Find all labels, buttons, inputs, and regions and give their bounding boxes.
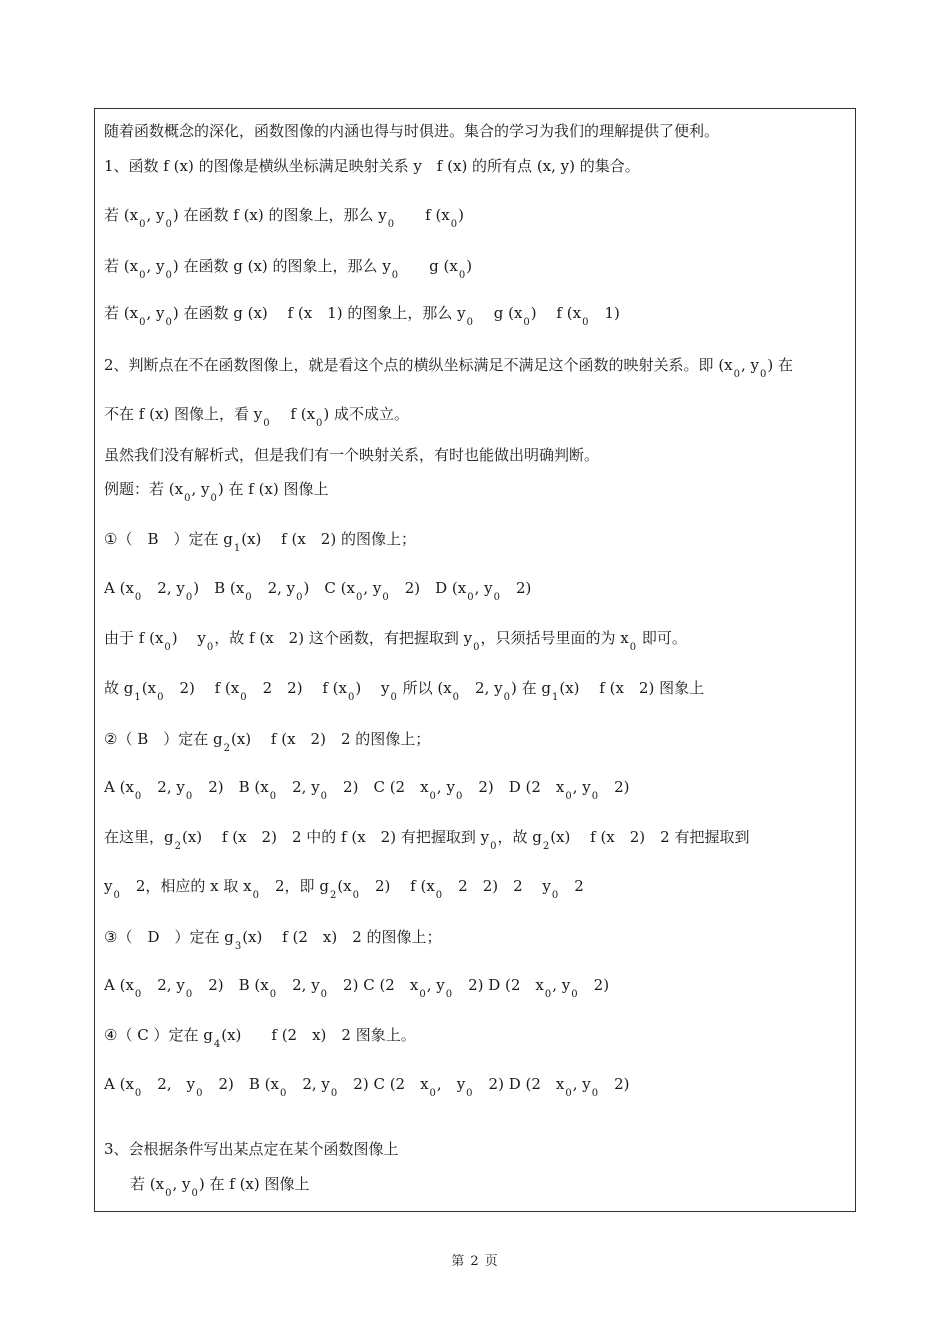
subscript: 0 (473, 642, 480, 653)
text-run: (x) f (x 2) 2 中的 f (x 2) 有把握取到 y (181, 828, 490, 846)
subscript: 0 (455, 791, 463, 802)
subscript: 2 (174, 841, 181, 852)
text-run: ) C (x (303, 579, 355, 597)
text-run: 若 (x (104, 206, 139, 224)
text-run: ③（ D ）定在 g (104, 928, 234, 946)
subscript: 0 (591, 791, 599, 802)
subscript: 0 (206, 642, 214, 653)
text-run: 2) (578, 976, 610, 994)
text-run: ) 在 f (x) 图像上 (198, 1175, 310, 1193)
text-line (104, 975, 609, 998)
text-run: 所以 (x (397, 679, 452, 697)
subscript: 0 (134, 791, 142, 802)
subscript: 0 (113, 890, 120, 901)
subscript: 0 (390, 692, 397, 703)
subscript: 0 (565, 791, 572, 802)
subscript: 0 (252, 890, 260, 901)
text-run: , y (436, 1075, 466, 1093)
text-run: (x) f (2 x) 2 的图像上； (242, 928, 442, 946)
text-line (104, 355, 793, 378)
text-run: 2 2) 2 y (443, 877, 551, 895)
subscript: 0 (320, 989, 328, 1000)
text-run: (x) f (2 x) 2 图象上。 (221, 1026, 416, 1044)
subscript: 0 (629, 642, 637, 653)
text-run: , y (436, 778, 455, 796)
subscript: 0 (467, 592, 474, 603)
subscript: 0 (523, 317, 530, 328)
subscript: 0 (330, 1088, 338, 1099)
text-run: 2) D (2 x (453, 976, 544, 994)
text-run: 2, y (142, 976, 185, 994)
subscript: 0 (355, 592, 363, 603)
text-run: , y (741, 356, 760, 374)
subscript: 0 (466, 317, 473, 328)
text-run: 2, y (142, 1075, 196, 1093)
subscript: 0 (352, 890, 359, 901)
subscript: 1 (134, 692, 141, 703)
subscript: 0 (419, 989, 426, 1000)
subscript: 0 (165, 1188, 172, 1199)
subscript: 0 (134, 989, 142, 1000)
text-run: , y (572, 1075, 591, 1093)
text-run: ) y (171, 629, 206, 647)
text-run: (x) f (x 2) 2 的图像上； (230, 730, 431, 748)
subscript: 0 (157, 692, 164, 703)
text-line (104, 529, 416, 552)
subscript: 0 (139, 270, 146, 281)
subscript: 0 (245, 592, 252, 603)
subscript: 0 (263, 418, 270, 429)
text-line (104, 1025, 416, 1048)
text-run: 2, y (277, 778, 320, 796)
text-run: 即可。 (637, 629, 687, 647)
text-run: (x) f (x 2) 的图像上； (241, 530, 416, 548)
text-run: ，故 g (497, 828, 542, 846)
subscript: 0 (760, 369, 767, 380)
text-run: 例题：若 (x (104, 480, 184, 498)
text-run: A (x (104, 778, 134, 796)
text-line (104, 628, 687, 651)
subscript: 2 (329, 890, 337, 901)
text-run: 2) D (2 x (473, 1075, 565, 1093)
subscript: 0 (435, 890, 443, 901)
subscript: 0 (210, 493, 217, 504)
text-run: g (x (399, 257, 458, 275)
text-run: , y (172, 1175, 191, 1193)
subscript: 0 (139, 219, 146, 230)
text-run: A (x (104, 579, 134, 597)
text-run: 由于 f (x (104, 629, 164, 647)
text-line (130, 1174, 310, 1197)
subscript: 0 (391, 270, 399, 281)
text-run: , y (146, 206, 165, 224)
text-run: ，故 f (x 2) 这个函数，有把握取到 y (214, 629, 473, 647)
text-run: y (104, 877, 113, 895)
text-run: 故 g (104, 679, 134, 697)
subscript: 0 (458, 270, 466, 281)
text-run: 1、函数 f (x) 的图像是横纵坐标满足映射关系 y f (x) 的所有点 (x, y) 的集合。 (104, 157, 640, 175)
text-run: 2) f (x (360, 877, 435, 895)
text-run: 2 (559, 877, 584, 895)
text-run: f (x (270, 405, 316, 423)
text-run: 2) B (x (203, 1075, 279, 1093)
subscript: 0 (591, 1088, 599, 1099)
subscript: 0 (139, 317, 146, 328)
text-run: ，只须括号里面的为 x (480, 629, 629, 647)
text-line (104, 729, 430, 752)
text-run: 不在 f (x) 图像上，看 y (104, 405, 263, 423)
text-run: 2, y (142, 778, 185, 796)
subscript: 0 (733, 369, 741, 380)
text-line (104, 256, 472, 279)
text-run: 随着函数概念的深化，函数图像的内涵也得与时俱进。集合的学习为我们的理解提供了便利。 (104, 122, 720, 140)
text-line (104, 479, 329, 502)
text-line (104, 1074, 630, 1097)
subscript: 1 (233, 543, 241, 554)
text-run: ) 在函数 g (x) 的图象上，那么 y (172, 257, 391, 275)
text-run: 1) (589, 304, 620, 322)
text-run: 2) C (2 x (328, 976, 419, 994)
text-run: , y (426, 976, 445, 994)
text-run: g (x (473, 304, 523, 322)
text-run: ) 在函数 g (x) f (x 1) 的图象上，那么 y (172, 304, 466, 322)
subscript: 0 (450, 219, 458, 230)
subscript: 0 (544, 989, 552, 1000)
text-run: 2, y (287, 1075, 330, 1093)
subscript: 0 (582, 317, 589, 328)
subscript: 0 (316, 418, 323, 429)
text-run: (x (141, 679, 157, 697)
text-run: f (x (395, 206, 450, 224)
text-run: ) y (355, 679, 390, 697)
text-line (104, 404, 409, 427)
page-number: 第 2 页 (451, 1254, 499, 1269)
text-run: ④（ C ）定在 g (104, 1026, 213, 1044)
subscript: 0 (320, 791, 328, 802)
text-run: ①（ B ）定在 g (104, 530, 233, 548)
subscript: 2 (542, 841, 550, 852)
subscript: 2 (223, 743, 230, 754)
text-run: ) 在 (767, 356, 794, 374)
text-run: 2, y (142, 579, 185, 597)
text-run: 2 2) f (x (247, 679, 347, 697)
subscript: 3 (234, 941, 242, 952)
text-run: , y (572, 778, 591, 796)
text-run: 2，即 g (260, 877, 329, 895)
text-run: ) B (x (193, 579, 245, 597)
subscript: 0 (490, 841, 497, 852)
subscript: 0 (165, 219, 172, 230)
text-line (104, 578, 531, 601)
text-line (104, 205, 464, 228)
subscript: 0 (551, 890, 559, 901)
text-run: 2) f (x (164, 679, 240, 697)
text-run: ) 在 f (x) 图像上 (217, 480, 329, 498)
text-run: (x) f (x 2) 图象上 (559, 679, 705, 697)
text-run: (x) f (x 2) 2 有把握取到 (550, 828, 750, 846)
subscript: 0 (429, 1088, 436, 1099)
text-line (104, 121, 719, 141)
subscript: 0 (269, 791, 277, 802)
text-run: A (x (104, 976, 134, 994)
subscript: 0 (503, 692, 510, 703)
text-run: 2, y (277, 976, 320, 994)
text-run: 2) (599, 778, 630, 796)
subscript: 0 (185, 592, 193, 603)
subscript: 1 (551, 692, 559, 703)
text-run: 2) D (x (389, 579, 467, 597)
text-run: 2) C (2 x (338, 1075, 429, 1093)
text-line (104, 827, 749, 850)
subscript: 0 (387, 219, 395, 230)
text-run: 2) (599, 1075, 630, 1093)
text-run: , y (474, 579, 493, 597)
text-run: ②（ B ）定在 g (104, 730, 223, 748)
subscript: 0 (196, 1088, 203, 1099)
text-line (104, 303, 620, 326)
text-run: , y (146, 304, 165, 322)
subscript: 0 (185, 791, 193, 802)
subscript: 0 (191, 1188, 198, 1199)
subscript: 0 (134, 1088, 142, 1099)
text-run: (x (337, 877, 352, 895)
subscript: 0 (466, 1088, 473, 1099)
subscript: 0 (269, 989, 277, 1000)
text-run: , y (191, 480, 210, 498)
subscript: 0 (296, 592, 303, 603)
subscript: 0 (452, 692, 460, 703)
text-run: 虽然我们没有解析式，但是我们有一个映射关系，有时也能做出明确判断。 (104, 446, 600, 464)
text-run: 2) C (2 x (328, 778, 429, 796)
subscript: 0 (493, 592, 500, 603)
text-run: 若 (x (104, 304, 139, 322)
subscript: 0 (565, 1088, 572, 1099)
text-line (104, 777, 630, 800)
text-run: 3、会根据条件写出某点定在某个函数图像上 (104, 1140, 399, 1158)
text-run: 若 (x (104, 257, 139, 275)
text-run: ) 在 g (510, 679, 551, 697)
text-run: ) (458, 206, 464, 224)
text-line (104, 678, 704, 701)
subscript: 0 (134, 592, 142, 603)
subscript: 0 (185, 989, 193, 1000)
subscript: 0 (445, 989, 453, 1000)
text-line (104, 927, 442, 950)
text-run: ) 成不成立。 (323, 405, 410, 423)
text-run: 2，相应的 x 取 x (120, 877, 252, 895)
text-run: 2, y (252, 579, 296, 597)
subscript: 0 (429, 791, 436, 802)
text-run: 2、判断点在不在函数图像上，就是看这个点的横纵坐标满足不满足这个函数的映射关系。即 (x (104, 356, 733, 374)
text-run: 若 (x (130, 1175, 165, 1193)
subscript: 0 (240, 692, 247, 703)
text-run: A (x (104, 1075, 134, 1093)
subscript: 0 (571, 989, 578, 1000)
text-run: , y (146, 257, 165, 275)
text-run: 2) D (2 x (463, 778, 565, 796)
subscript: 0 (165, 270, 172, 281)
text-run: 在这里，g (104, 828, 174, 846)
subscript: 0 (347, 692, 355, 703)
text-run: , y (363, 579, 382, 597)
text-run: ) f (x (530, 304, 582, 322)
text-run: 2) B (x (193, 976, 269, 994)
text-line (104, 1139, 399, 1159)
subscript: 0 (165, 317, 172, 328)
subscript: 4 (213, 1039, 221, 1050)
subscript: 0 (279, 1088, 287, 1099)
subscript: 0 (184, 493, 191, 504)
subscript: 0 (382, 592, 389, 603)
text-run: 2, y (460, 679, 503, 697)
text-run: , y (552, 976, 571, 994)
text-run: 2) (500, 579, 532, 597)
subscript: 0 (164, 642, 171, 653)
text-line (104, 876, 584, 899)
text-line (104, 445, 599, 465)
text-line (104, 156, 640, 176)
text-run: ) 在函数 f (x) 的图象上，那么 y (172, 206, 387, 224)
text-run: 2) B (x (193, 778, 269, 796)
text-run: ) (466, 257, 473, 275)
